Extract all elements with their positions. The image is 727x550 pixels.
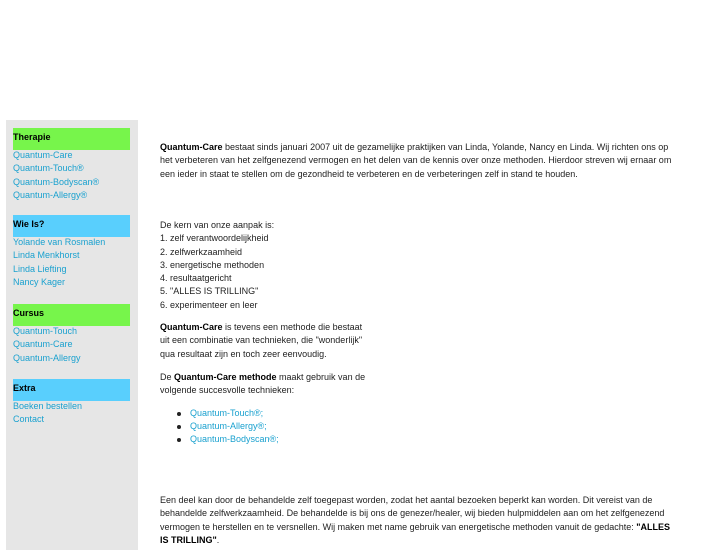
kern-item: 5. "ALLES IS TRILLING" <box>160 286 259 297</box>
nav-link-quantum-allergy[interactable]: Quantum-Allergy® <box>13 189 88 200</box>
nav-link-cursus-quantum-care[interactable]: Quantum-Care <box>13 339 73 350</box>
nav-header-wie-is: Wie Is? <box>13 215 130 237</box>
nav-link-linda-menkhorst[interactable]: Linda Menkhorst <box>13 250 80 261</box>
intro-line-3: een ieder in staat te stellen om de gezondheid te verbeteren en de verbeteringen zelf in stand te houden. <box>160 168 578 179</box>
nav-link-quantum-bodyscan[interactable]: Quantum-Bodyscan® <box>13 176 100 187</box>
nav-link-cursus-quantum-allergy[interactable]: Quantum-Allergy <box>13 352 81 363</box>
list-item <box>160 407 365 420</box>
closing-emphasis-1: "ALLES <box>636 521 671 532</box>
kern-item: 4. resultaatgericht <box>160 273 232 284</box>
nav-section-extra <box>13 379 130 427</box>
closing-line-2: behandelde zelfwerkzaamheid. De behandelde is bij ons de genezer/healer, wij bieden hulpmiddelen aan om het zelfgenezend <box>160 508 665 519</box>
method-name: Quantum-Care methode <box>174 372 277 382</box>
techniques-line-2: volgende succesvolle technieken: <box>160 385 295 396</box>
link-quantum-bodyscan[interactable]: Quantum-Bodyscan®; <box>190 434 279 445</box>
nav-section-cursus <box>13 304 130 365</box>
closing-period: . <box>216 534 220 545</box>
link-quantum-touch[interactable]: Quantum-Touch®; <box>190 407 264 418</box>
nav-link-boeken-bestellen[interactable]: Boeken bestellen <box>13 401 83 411</box>
link-quantum-allergy[interactable]: Quantum-Allergy®; <box>190 420 267 431</box>
intro-line-1: bestaat sinds januari 2007 uit de gezamelijke praktijken van Linda, Yolande, Nancy en Linda. Wij richten ons op <box>222 142 669 152</box>
techniques-prefix: De <box>160 372 175 382</box>
kern-item: 2. zelfwerkzaamheid <box>160 246 243 257</box>
nav-link-nancy-kager[interactable]: Nancy Kager <box>13 276 66 287</box>
kern-item: 6. experimenteer en leer <box>160 299 258 310</box>
nav-header-extra: Extra <box>13 379 130 401</box>
kern-item: 1. zelf verantwoordelijkheid <box>160 233 269 244</box>
nav-link-cursus-quantum-touch[interactable]: Quantum-Touch <box>13 326 78 336</box>
brand-name: Quantum-Care <box>160 322 223 332</box>
nav-link-quantum-touch[interactable]: Quantum-Touch® <box>13 163 84 174</box>
method-line-1: is tevens een methode die bestaat <box>222 322 363 332</box>
techniques-suffix: maakt gebruik van de <box>276 372 366 382</box>
method-line-2: uit een combinatie van technieken, die "wonderlijk" <box>160 335 363 346</box>
sidebar <box>6 120 138 550</box>
nav-section-wie-is <box>13 215 130 289</box>
nav-section-therapie <box>13 128 130 202</box>
techniques-paragraph <box>160 371 365 446</box>
method-paragraph <box>160 321 362 361</box>
list-item <box>160 433 365 446</box>
kern-heading: De kern van onze aanpak is: <box>160 220 275 230</box>
kern-item: 3. energetische methoden <box>160 259 265 270</box>
intro-line-2: het verbeteren van het zelfgenezend vermogen en het delen van de kennis over onze methoden. Hierdoor streven wij ernaar om <box>160 155 672 166</box>
method-line-3: qua resultaat zijn en toch zeer eenvoudig. <box>160 348 327 359</box>
closing-paragraph <box>160 494 670 547</box>
nav-link-linda-liefting[interactable]: Linda Liefting <box>13 263 67 274</box>
nav-header-cursus: Cursus <box>13 304 130 326</box>
list-item <box>160 420 365 433</box>
closing-line-3: vermogen te herstellen en te versnellen. Wij maken met name gebruik van energetische methoden vanuit de gedachte: <box>160 521 637 532</box>
nav-link-quantum-care[interactable]: Quantum-Care <box>13 150 73 160</box>
nav-link-contact[interactable]: Contact <box>13 414 45 425</box>
closing-line-1: Een deel kan door de behandelde zelf toegepast worden, zodat het aantal bezoeken beperkt kan worden. Dit vereist van de <box>160 495 653 505</box>
brand-name: Quantum-Care <box>160 142 223 152</box>
nav-link-yolande-van-rosmalen[interactable]: Yolande van Rosmalen <box>13 237 106 247</box>
kern-list <box>160 219 274 312</box>
closing-emphasis-2: IS TRILLING" <box>160 534 217 545</box>
techniques-list <box>160 407 365 447</box>
intro-paragraph <box>160 141 671 181</box>
nav-header-therapie: Therapie <box>13 128 130 150</box>
